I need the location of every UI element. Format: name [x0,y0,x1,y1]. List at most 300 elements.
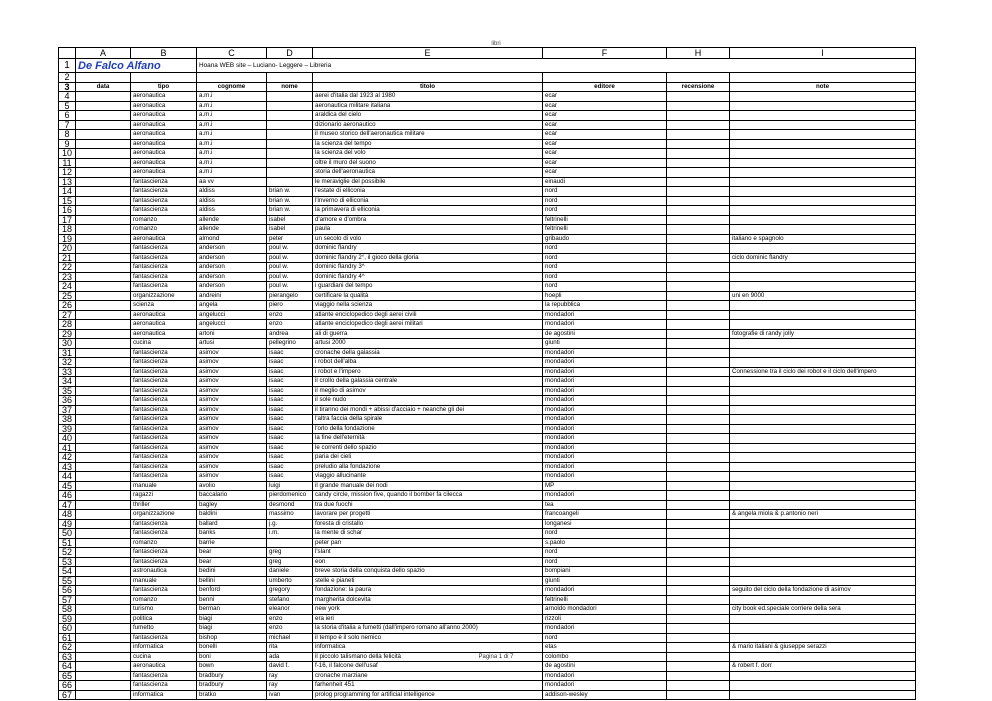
cell-cognome[interactable]: biagi [197,614,267,624]
cell-cognome[interactable]: boni [197,652,267,662]
cell-editore[interactable]: mondadori [543,415,667,425]
row-number[interactable]: 46 [59,491,76,501]
cell-cognome[interactable]: bradbury [197,681,267,691]
cell-tipo[interactable]: fantascienza [131,405,197,415]
cell-recensione[interactable] [667,415,730,425]
cell-titolo[interactable]: la fine dell'eternità [313,434,543,444]
cell-tipo[interactable]: organizzazione [131,291,197,301]
cell-recensione[interactable] [667,595,730,605]
cell-tipo[interactable]: fantascienza [131,187,197,197]
cell-data[interactable] [76,538,131,548]
row-number[interactable]: 61 [59,633,76,643]
cell-recensione[interactable] [667,491,730,501]
cell-titolo[interactable]: il meglio di asimov [313,386,543,396]
column-header-f[interactable]: F [543,48,667,59]
cell-nome[interactable]: enzo [267,614,313,624]
cell-titolo[interactable]: certificare la qualità [313,291,543,301]
cell-titolo[interactable]: aerei d'italia dal 1923 al 1980 [313,92,543,102]
row-number[interactable]: 30 [59,339,76,349]
cell-titolo[interactable]: new york [313,605,543,615]
site-breadcrumb[interactable]: Hoana WEB site – Luciano- Leggere – Libreria [197,59,916,73]
cell-recensione[interactable] [667,567,730,577]
cell-data[interactable] [76,92,131,102]
cell-cognome[interactable]: anderson [197,272,267,282]
row-number[interactable]: 56 [59,586,76,596]
row-number[interactable]: 12 [59,168,76,178]
column-header-c[interactable]: C [197,48,267,59]
cell-editore[interactable]: mondadori [543,405,667,415]
cell-nome[interactable]: umberto [267,576,313,586]
cell-editore[interactable]: ecar [543,158,667,168]
cell-recensione[interactable] [667,681,730,691]
cell-note[interactable] [730,453,916,463]
cell-recensione[interactable] [667,111,730,121]
cell-cognome[interactable]: asimov [197,367,267,377]
cell-note[interactable] [730,472,916,482]
row-number[interactable]: 16 [59,206,76,216]
row-number[interactable]: 11 [59,158,76,168]
cell-tipo[interactable]: cucina [131,339,197,349]
cell-tipo[interactable]: romanzo [131,225,197,235]
cell-nome[interactable]: gregory [267,586,313,596]
cell-recensione[interactable] [667,234,730,244]
cell-cognome[interactable]: a.m.i [197,92,267,102]
cell-note[interactable]: Connessione tra il ciclo dei robot e il ciclo dell'impero [730,367,916,377]
cell-titolo[interactable]: storia dell'aeronautica [313,168,543,178]
cell-titolo[interactable]: la scienza del volo [313,149,543,159]
cell-tipo[interactable]: fantascienza [131,633,197,643]
cell-tipo[interactable]: fantascienza [131,529,197,539]
cell-recensione[interactable] [667,643,730,653]
cell-nome[interactable] [267,101,313,111]
cell-titolo[interactable]: era ieri [313,614,543,624]
cell-editore[interactable]: mondadori [543,681,667,691]
cell-cognome[interactable]: anderson [197,282,267,292]
cell-recensione[interactable] [667,405,730,415]
cell-recensione[interactable] [667,529,730,539]
cell-note[interactable] [730,111,916,121]
cell-note[interactable] [730,386,916,396]
cell-nome[interactable]: brian w. [267,187,313,197]
cell-tipo[interactable]: aeronautica [131,662,197,672]
cell-cognome[interactable]: bonelli [197,643,267,653]
column-header-e[interactable]: E [313,48,543,59]
row-number[interactable]: 31 [59,348,76,358]
cell-editore[interactable]: arnoldo mondadori [543,605,667,615]
cell-editore[interactable]: MP [543,481,667,491]
cell-tipo[interactable]: fantascienza [131,386,197,396]
cell-editore[interactable]: longanesi [543,519,667,529]
row-number[interactable]: 32 [59,358,76,368]
cell-cognome[interactable]: a.m.i [197,149,267,159]
cell-nome[interactable]: isaac [267,377,313,387]
cell-tipo[interactable]: fantascienza [131,272,197,282]
cell-editore[interactable]: mondadori [543,367,667,377]
cell-tipo[interactable]: fantascienza [131,681,197,691]
header-nome[interactable]: nome [267,82,313,92]
cell-tipo[interactable]: fantascienza [131,462,197,472]
cell-titolo[interactable]: l'estate di elliconia [313,187,543,197]
cell-data[interactable] [76,215,131,225]
cell-titolo[interactable]: farhenheit 451 [313,681,543,691]
cell-nome[interactable]: isaac [267,415,313,425]
cell-data[interactable] [76,681,131,691]
cell-editore[interactable]: nord [543,529,667,539]
cell-recensione[interactable] [667,557,730,567]
cell-titolo[interactable]: f-16, il falcone dell'usaf [313,662,543,672]
cell-data[interactable] [76,244,131,254]
cell-cognome[interactable]: a.m.i [197,130,267,140]
cell-cognome[interactable]: angelucci [197,310,267,320]
cell-recensione[interactable] [667,291,730,301]
header-cognome[interactable]: cognome [197,82,267,92]
cell-editore[interactable]: de agostini [543,329,667,339]
cell-nome[interactable]: andrea [267,329,313,339]
cell-recensione[interactable] [667,500,730,510]
column-header-b[interactable]: B [131,48,197,59]
cell-titolo[interactable]: cronache della galassia [313,348,543,358]
cell-note[interactable] [730,671,916,681]
row-number[interactable]: 47 [59,500,76,510]
cell-recensione[interactable] [667,462,730,472]
cell-cognome[interactable]: ballard [197,519,267,529]
cell-nome[interactable]: pellegrino [267,339,313,349]
cell-cognome[interactable]: a.m.i [197,101,267,111]
column-header-a[interactable]: A [76,48,131,59]
cell[interactable] [267,73,313,83]
cell-cognome[interactable]: angela [197,301,267,311]
cell-recensione[interactable] [667,177,730,187]
cell-note[interactable] [730,519,916,529]
cell-recensione[interactable] [667,624,730,634]
cell-nome[interactable]: desmond [267,500,313,510]
cell-tipo[interactable]: scienza [131,301,197,311]
cell-note[interactable]: uni en 9000 [730,291,916,301]
cell-cognome[interactable]: allende [197,215,267,225]
cell-data[interactable] [76,101,131,111]
cell-tipo[interactable]: romanzo [131,215,197,225]
cell-recensione[interactable] [667,206,730,216]
cell-tipo[interactable]: thriller [131,500,197,510]
cell-note[interactable] [730,348,916,358]
row-number[interactable]: 60 [59,624,76,634]
cell-note[interactable]: fotografie di randy jolly [730,329,916,339]
cell-nome[interactable]: i.m. [267,529,313,539]
row-number[interactable]: 54 [59,567,76,577]
row-number[interactable]: 44 [59,472,76,482]
cell-cognome[interactable]: asimov [197,386,267,396]
cell-nome[interactable]: isabel [267,225,313,235]
cell-editore[interactable]: mondadori [543,586,667,596]
cell-tipo[interactable]: aeronautica [131,111,197,121]
row-number[interactable]: 62 [59,643,76,653]
cell-note[interactable] [730,187,916,197]
cell-nome[interactable]: isaac [267,386,313,396]
cell-editore[interactable]: mondadori [543,472,667,482]
cell-nome[interactable] [267,149,313,159]
column-header-i[interactable]: I [730,48,916,59]
cell-cognome[interactable]: baccalario [197,491,267,501]
cell-data[interactable] [76,177,131,187]
cell-titolo[interactable]: un secolo di volo [313,234,543,244]
cell-tipo[interactable]: fantascienza [131,586,197,596]
cell-data[interactable] [76,595,131,605]
cell-note[interactable] [730,130,916,140]
cell-editore[interactable]: mondadori [543,320,667,330]
cell-recensione[interactable] [667,101,730,111]
cell-cognome[interactable]: bratko [197,690,267,700]
cell-note[interactable] [730,320,916,330]
cell-tipo[interactable]: manuale [131,576,197,586]
cell-cognome[interactable]: anderson [197,263,267,273]
cell-tipo[interactable]: fantascienza [131,206,197,216]
cell-titolo[interactable]: breve storia della conquista dello spazio [313,567,543,577]
cell-titolo[interactable]: fondazione: la paura [313,586,543,596]
cell-titolo[interactable]: aeronautica militare italiana [313,101,543,111]
cell-recensione[interactable] [667,92,730,102]
cell-data[interactable] [76,272,131,282]
cell-data[interactable] [76,500,131,510]
cell-note[interactable] [730,415,916,425]
cell-titolo[interactable]: d'amore e d'ombra [313,215,543,225]
cell-editore[interactable]: mondadori [543,386,667,396]
row-number[interactable]: 49 [59,519,76,529]
cell-editore[interactable]: feltrinelli [543,215,667,225]
cell-recensione[interactable] [667,633,730,643]
row-number[interactable]: 2 [59,73,76,83]
cell-editore[interactable]: nord [543,253,667,263]
cell-nome[interactable]: pierdomenico [267,491,313,501]
cell-nome[interactable] [267,120,313,130]
cell-note[interactable] [730,538,916,548]
cell-editore[interactable]: gribaudo [543,234,667,244]
cell[interactable] [667,73,730,83]
cell-recensione[interactable] [667,434,730,444]
cell-recensione[interactable] [667,690,730,700]
cell-note[interactable] [730,206,916,216]
cell-editore[interactable]: tea [543,500,667,510]
row-number[interactable]: 67 [59,690,76,700]
cell-note[interactable] [730,548,916,558]
cell-titolo[interactable]: i robot e l'impero [313,367,543,377]
cell-tipo[interactable]: fantascienza [131,253,197,263]
cell-tipo[interactable]: fantascienza [131,434,197,444]
cell-nome[interactable]: ivan [267,690,313,700]
cell-tipo[interactable]: fantascienza [131,443,197,453]
cell-cognome[interactable]: biagi [197,624,267,634]
row-number[interactable]: 58 [59,605,76,615]
row-number[interactable]: 52 [59,548,76,558]
cell-nome[interactable]: poul w. [267,272,313,282]
header-tipo[interactable]: tipo [131,82,197,92]
row-number[interactable]: 25 [59,291,76,301]
cell-editore[interactable]: nord [543,196,667,206]
cell-data[interactable] [76,225,131,235]
cell-nome[interactable]: greg [267,548,313,558]
cell-tipo[interactable]: fumetto [131,624,197,634]
row-number[interactable]: 42 [59,453,76,463]
row-number[interactable]: 40 [59,434,76,444]
cell-note[interactable] [730,434,916,444]
cell-cognome[interactable]: aa vv [197,177,267,187]
cell-data[interactable] [76,576,131,586]
cell-titolo[interactable]: peter pan [313,538,543,548]
cell-tipo[interactable]: fantascienza [131,367,197,377]
cell-titolo[interactable]: dizionario aeronautico [313,120,543,130]
cell-nome[interactable] [267,139,313,149]
row-number[interactable]: 34 [59,377,76,387]
cell-nome[interactable]: isaac [267,462,313,472]
cell-note[interactable] [730,624,916,634]
cell-nome[interactable]: isaac [267,472,313,482]
cell-recensione[interactable] [667,139,730,149]
cell-tipo[interactable]: fantascienza [131,196,197,206]
row-number[interactable]: 14 [59,187,76,197]
cell-titolo[interactable]: dominic flandry 4^ [313,272,543,282]
cell-editore[interactable]: ecar [543,111,667,121]
cell-data[interactable] [76,282,131,292]
row-number[interactable]: 23 [59,272,76,282]
cell-nome[interactable]: isaac [267,348,313,358]
cell-note[interactable] [730,149,916,159]
cell-titolo[interactable]: atlante enciclopedico degli aerei militari [313,320,543,330]
row-number[interactable]: 66 [59,681,76,691]
cell-note[interactable]: & angela miola & p.antonio neri [730,510,916,520]
cell-recensione[interactable] [667,348,730,358]
cell-note[interactable] [730,491,916,501]
cell-editore[interactable]: addison-wesley [543,690,667,700]
cell-cognome[interactable]: angelucci [197,320,267,330]
cell-recensione[interactable] [667,339,730,349]
cell-titolo[interactable]: l'inverno di elliconia [313,196,543,206]
cell-editore[interactable]: feltrinelli [543,595,667,605]
cell-data[interactable] [76,358,131,368]
cell-tipo[interactable]: romanzo [131,595,197,605]
cell-cognome[interactable]: asimov [197,358,267,368]
cell-tipo[interactable]: fantascienza [131,348,197,358]
cell-cognome[interactable]: allende [197,225,267,235]
cell-cognome[interactable]: berman [197,605,267,615]
cell-data[interactable] [76,557,131,567]
row-number[interactable]: 51 [59,538,76,548]
cell-cognome[interactable]: aldiss [197,196,267,206]
cell-data[interactable] [76,120,131,130]
cell[interactable] [131,73,197,83]
cell-editore[interactable]: ecar [543,139,667,149]
cell-cognome[interactable]: asimov [197,348,267,358]
cell-titolo[interactable]: paria dei cieli [313,453,543,463]
cell-tipo[interactable]: aeronautica [131,234,197,244]
cell-cognome[interactable]: asimov [197,405,267,415]
cell-editore[interactable]: einaudi [543,177,667,187]
cell-editore[interactable]: nord [543,282,667,292]
cell-cognome[interactable]: andreini [197,291,267,301]
cell-tipo[interactable]: fantascienza [131,377,197,387]
cell-cognome[interactable]: asimov [197,424,267,434]
cell-titolo[interactable]: il tiranno dei mondi + abissi d'acciaio + neanche gli dei [313,405,543,415]
cell-data[interactable] [76,263,131,273]
cell-editore[interactable]: mondadori [543,377,667,387]
cell-titolo[interactable]: l'orlo della fondazione [313,424,543,434]
cell-data[interactable] [76,310,131,320]
cell-editore[interactable]: giunti [543,339,667,349]
cell-titolo[interactable]: le meraviglie del possibile [313,177,543,187]
cell-recensione[interactable] [667,215,730,225]
cell-titolo[interactable]: cronache marziane [313,671,543,681]
row-number[interactable]: 38 [59,415,76,425]
cell-recensione[interactable] [667,120,730,130]
cell-titolo[interactable]: araldica del cielo [313,111,543,121]
row-number[interactable]: 29 [59,329,76,339]
cell-cognome[interactable]: a.m.i [197,111,267,121]
cell-nome[interactable]: isaac [267,405,313,415]
cell-data[interactable] [76,187,131,197]
cell-titolo[interactable]: prolog programming for artificial intelligence [313,690,543,700]
cell-note[interactable] [730,177,916,187]
cell-nome[interactable]: isaac [267,396,313,406]
cell-cognome[interactable]: aldiss [197,206,267,216]
cell-cognome[interactable]: a.m.i [197,139,267,149]
cell-cognome[interactable]: banks [197,529,267,539]
cell-tipo[interactable]: fantascienza [131,548,197,558]
cell-recensione[interactable] [667,130,730,140]
cell-cognome[interactable]: artusi [197,339,267,349]
cell-editore[interactable]: s.paolo [543,538,667,548]
cell-cognome[interactable]: benni [197,595,267,605]
row-number[interactable]: 36 [59,396,76,406]
cell-recensione[interactable] [667,253,730,263]
cell-note[interactable]: & robert f. dorr [730,662,916,672]
cell-recensione[interactable] [667,576,730,586]
cell-nome[interactable]: isaac [267,453,313,463]
cell-data[interactable] [76,320,131,330]
cell-editore[interactable]: nord [543,263,667,273]
cell-note[interactable] [730,681,916,691]
cell-tipo[interactable]: romanzo [131,538,197,548]
cell-data[interactable] [76,481,131,491]
row-number[interactable]: 41 [59,443,76,453]
cell-data[interactable] [76,234,131,244]
cell-data[interactable] [76,519,131,529]
cell-note[interactable] [730,196,916,206]
cell-editore[interactable]: francoangeli [543,510,667,520]
cell-tipo[interactable]: fantascienza [131,358,197,368]
cell-editore[interactable]: bompiani [543,567,667,577]
cell-data[interactable] [76,168,131,178]
cell-cognome[interactable]: asimov [197,377,267,387]
cell-titolo[interactable]: lavorare per progetti [313,510,543,520]
cell[interactable] [313,73,543,83]
cell-nome[interactable]: piero [267,301,313,311]
cell-titolo[interactable]: la storia d'italia a fumetti (dall'impero romano all'anno 2000) [313,624,543,634]
cell-recensione[interactable] [667,396,730,406]
cell-titolo[interactable]: preludio alla fondazione [313,462,543,472]
cell-recensione[interactable] [667,272,730,282]
cell-cognome[interactable]: asimov [197,396,267,406]
row-number[interactable]: 18 [59,225,76,235]
cell-data[interactable] [76,633,131,643]
cell-nome[interactable]: eleanor [267,605,313,615]
cell-nome[interactable]: daniele [267,567,313,577]
cell-recensione[interactable] [667,453,730,463]
cell-note[interactable] [730,215,916,225]
cell-tipo[interactable]: manuale [131,481,197,491]
cell-tipo[interactable]: fantascienza [131,177,197,187]
cell-note[interactable] [730,272,916,282]
cell-tipo[interactable]: aeronautica [131,139,197,149]
cell-nome[interactable]: ray [267,671,313,681]
cell-tipo[interactable]: informatica [131,690,197,700]
